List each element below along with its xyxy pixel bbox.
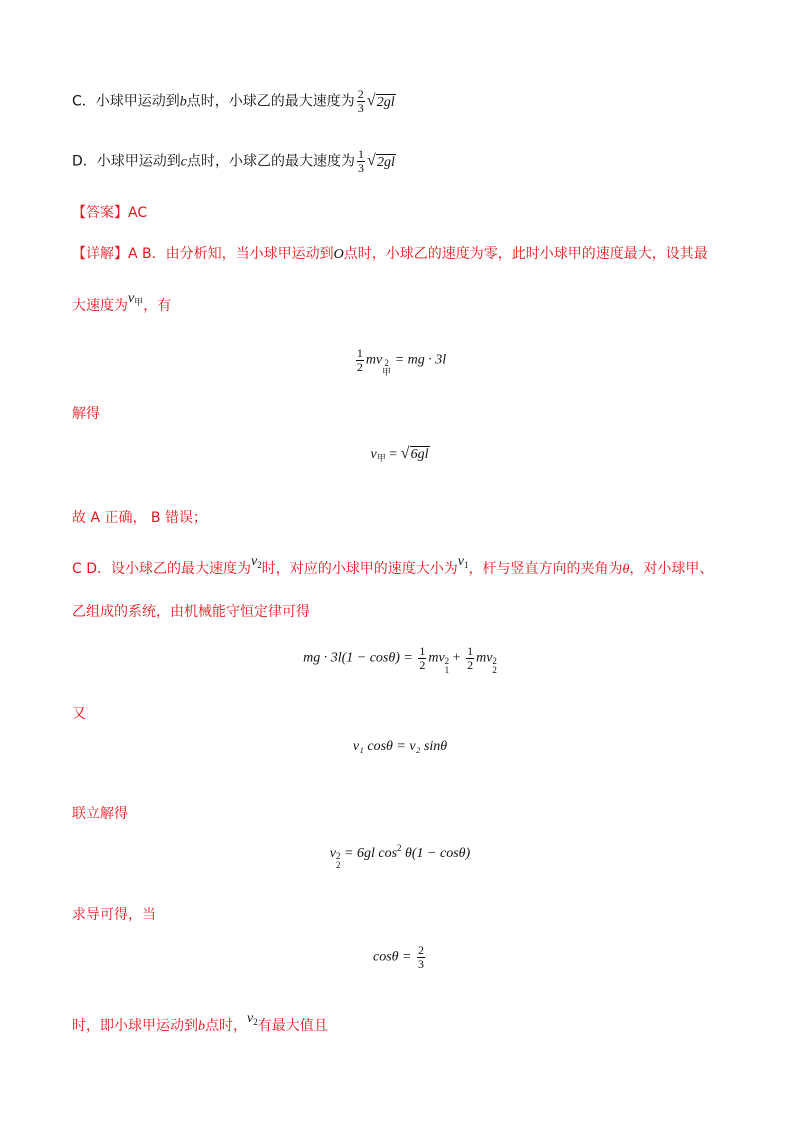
also-label: 又 [72, 706, 86, 722]
option-d-sqrt: √ 2gl [367, 151, 395, 170]
detail-line-2: 大速度为$v_甲$，有 [72, 291, 172, 314]
solve-label-1: 解得 [72, 406, 100, 422]
option-d-mid: 点时，小球乙的最大速度为 [187, 153, 355, 170]
derive-label: 求导可得，当 [72, 907, 156, 923]
equation-v-jia: $v_甲$ = √ 6gl [370, 445, 429, 463]
equation-energy-system: mg · 3l(1 − cosθ) = $\frac{1}{2}$ mv 2 1 + $\frac{1}{2}$ mv 2 2 [303, 644, 497, 675]
option-d [72, 148, 396, 175]
v-jia-symbol: $v_甲$ [128, 291, 144, 307]
final-line: 时，即小球甲运动到b点时，$v_2$有最大值且 [72, 1011, 328, 1034]
equation-cos-theta: cosθ = $\frac{2}{3}$ [373, 943, 424, 971]
solve-label-2: 联立解得 [72, 806, 128, 822]
detail-line-1: 【详解】A B．由分析知，当小球甲运动到O点时，小球乙的速度为零，此时小球甲的速度最大，设其最 [72, 246, 708, 262]
detail-cd-line-1: C D．设小球乙的最大速度为$v_2$时，对应的小球甲的速度大小为$v_1$，杆与竖直方向的夹角为θ，对小球甲、 [72, 554, 714, 577]
detail-cd-line-2: 乙组成的系统，由机械能守恒定律可得 [72, 604, 310, 620]
option-d-prefix: D．小球甲运动到 [72, 153, 181, 170]
option-c-mid: 点时，小球乙的最大速度为 [186, 93, 355, 110]
equation-velocity-relation: v₁ cosθ = v₂ sinθ [352, 739, 448, 754]
option-d-fraction: $\frac{1}{3}$ [358, 147, 364, 175]
answer-line [72, 203, 147, 223]
option-c-prefix: C．小球甲运动到 [72, 93, 180, 110]
answer-text: 【答案】AC [72, 205, 148, 221]
option-c-sqrt: √ 2gl [366, 91, 395, 110]
option-d-var: c [180, 154, 187, 170]
equation-v2-squared: v 2 2 = 6gl $\cos^2 \theta(1 - \cos\theta)$ [329, 843, 471, 870]
option-c [72, 88, 396, 115]
conclusion-ab: 故 A 正确， B 错误； [72, 510, 207, 526]
option-c-var: b [179, 94, 187, 110]
equation-energy-jia: $\frac{1}{2}$ mv 2 甲 = mg · 3l [356, 346, 447, 377]
option-c-fraction: $\frac{2}{3}$ [357, 87, 364, 115]
